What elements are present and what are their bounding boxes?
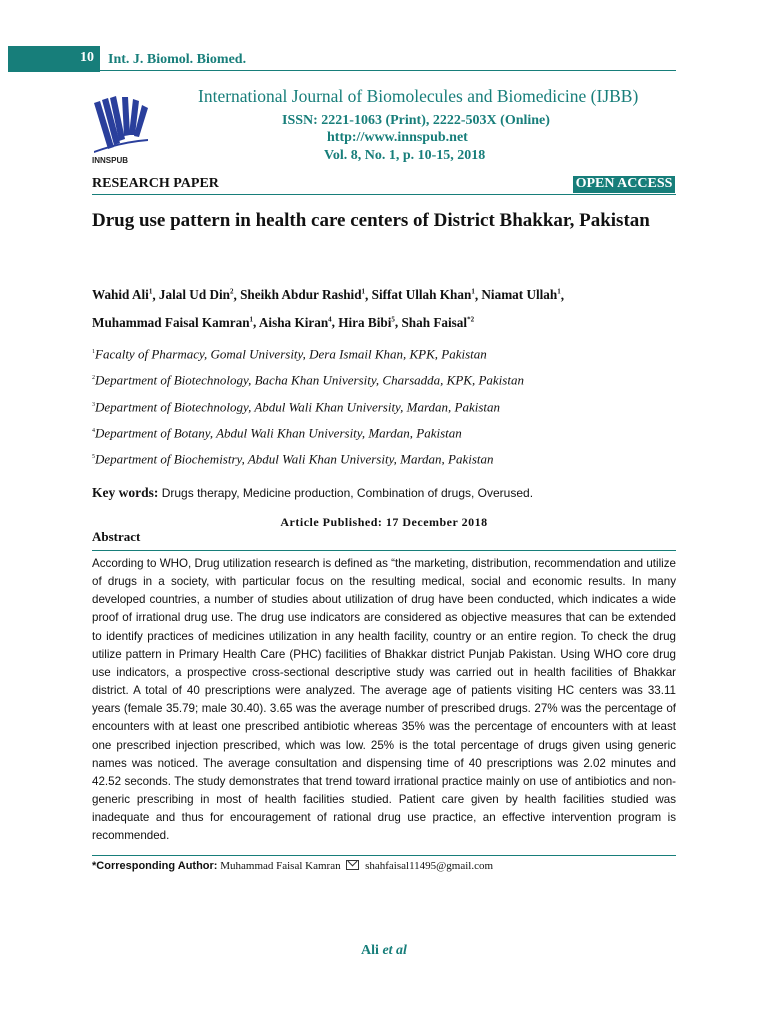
page-number: 10 bbox=[80, 50, 94, 65]
footer-author: Ali bbox=[361, 943, 379, 958]
abstract-heading: Abstract bbox=[92, 529, 141, 544]
keywords bbox=[92, 485, 676, 501]
journal-url[interactable]: http://www.innspub.net bbox=[327, 130, 468, 145]
affiliation: $^3$Department of Biotechnology, Abdul Wali Khan University, Mardan, Pakistan bbox=[92, 398, 501, 414]
author: Shah Faisal$^{*2}$ bbox=[401, 314, 475, 330]
abstract-bottom-divider bbox=[92, 855, 676, 856]
author: Sheikh Abdur Rashid$^1$ bbox=[240, 287, 366, 303]
abstract-top-divider bbox=[92, 550, 676, 551]
keywords-text: Drugs therapy, Medicine production, Combination of drugs, Overused. bbox=[161, 486, 534, 500]
corresponding-email[interactable]: shahfaisal11495@gmail.com bbox=[365, 860, 494, 872]
research-paper-divider bbox=[92, 194, 676, 195]
author: Jalal Ud Din$^2$ bbox=[158, 287, 234, 303]
footer-etal: et al bbox=[382, 943, 407, 958]
logo-text: INNSPUB bbox=[92, 156, 129, 165]
author: Siffat Ullah Khan$^1$ bbox=[371, 287, 475, 303]
affiliation-list bbox=[92, 340, 676, 472]
journal-short-title: Int. J. Biomol. Biomed. bbox=[108, 52, 247, 67]
author-list: Wahid Ali$^1$, Jalal Ud Din$^2$, Sheikh Abdur Rashid$^1$, Siffat Ullah Khan$^1$, Niamat Ullah$^1$, Muhammad Faisal Kamran$^1$, Aisha Kiran$^4$, Hira Bibi$^5$, Shah Faisal$^{*2}$ bbox=[92, 287, 565, 330]
keywords-label: Key words: bbox=[92, 485, 159, 500]
header-divider bbox=[100, 70, 676, 71]
paper-title: Drug use pattern in health care centers of District Bhakkar, Pakistan bbox=[92, 210, 650, 231]
affiliation: $^1$Facalty of Pharmacy, Gomal University, Dera Ismail Khan, KPK, Pakistan bbox=[92, 346, 487, 362]
affiliation: $^2$Department of Biotechnology, Bacha Khan University, Charsadda, KPK, Pakistan bbox=[92, 372, 524, 388]
author: Wahid Ali$^1$ bbox=[92, 287, 153, 303]
abstract-text: According to WHO, Drug utilization research is defined as “the marketing, distribution, recommendation and utilize of drugs in a society, with particular focus on the resulting medical, social and economic results. In many developed countries, a number of studies about utilization of drug have been conducted, which indicates a wide proof of irrational drug use. The drug use indicators are considered as objective measures that can be extended to identify practices of medicines utilization in any health facility, country or an entire region. To check the drug utilize pattern in Primary Health Care (PHC) facilities of Bhakkar district Punjab Pakistan. Using WHO core drug use indicators, a prospective cross-sectional descriptive study was carried out in health facilities of Bhakkar district. A total of 40 prescriptions were analyzed. The average age of patients visiting HC centers was 33.11 years (female 35.79; male 30.40). 3.65 was the average number of prescribed drugs. 27% was the percentage of encounters with at least one prescribed antibiotic whereas 35% was the percentage of encounters with at least one prescribed injection prescribed, which was low. 25% is the total percentage of drugs given using generic names was noticed. The average consultation and dispensing time of 40 prescriptions was 2.02 minutes and 42.52 seconds. The study demonstrates that trend toward irrational practice mainly on use of antibiotics and non-generic prescribing in most of health facilities studied. Patient care given by health facilities studied was inadequate and thus for encouragement of rational drug use practice, an effective intervention program is recommended. bbox=[92, 557, 676, 843]
author: Muhammad Faisal Kamran$^1$ bbox=[92, 314, 254, 330]
mail-icon bbox=[346, 860, 359, 870]
volume-info: Vol. 8, No. 1, p. 10-15, 2018 bbox=[324, 148, 486, 163]
innspub-logo-icon bbox=[92, 95, 150, 157]
affiliation: $^4$Department of Botany, Abdul Wali Khan University, Mardan, Pakistan bbox=[92, 425, 462, 441]
journal-full-title: International Journal of Biomolecules and Biomedicine (IJBB) bbox=[198, 86, 639, 106]
corresponding-name: Muhammad Faisal Kamran bbox=[220, 860, 341, 872]
author: Hira Bibi$^5$ bbox=[338, 314, 395, 330]
issn: ISSN: 2221-1063 (Print), 2222-503X (Online) bbox=[282, 113, 550, 128]
author: Niamat Ullah$^1$ bbox=[481, 287, 561, 303]
research-paper-label: RESEARCH PAPER bbox=[92, 176, 219, 191]
running-footer bbox=[0, 943, 768, 959]
published-date: Article Published: 17 December 2018 bbox=[280, 515, 488, 529]
affiliation: $^5$Department of Biochemistry, Abdul Wali Khan University, Mardan, Pakistan bbox=[92, 451, 494, 467]
corresponding-author bbox=[92, 860, 493, 872]
open-access-label: OPEN ACCESS bbox=[575, 176, 673, 191]
corresponding-label: *Corresponding Author: bbox=[92, 860, 218, 872]
author: Aisha Kiran$^4$ bbox=[258, 314, 332, 330]
